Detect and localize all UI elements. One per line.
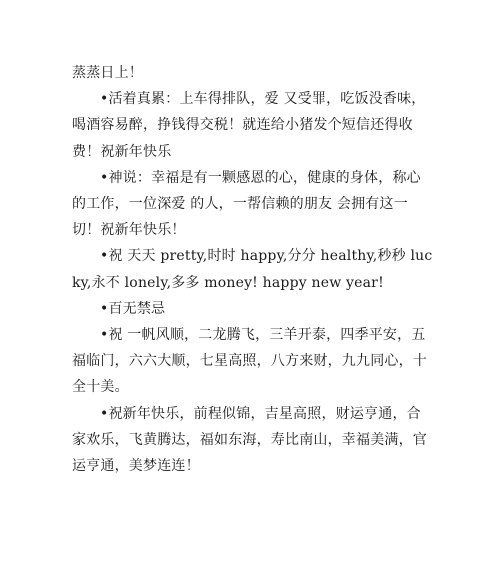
paragraph-tiring-life: •活着真累：上车得排队，爱 又受罪，吃饭没香味，喝酒容易醉，挣钱得交税！就连给小猪发个短信还得收费！祝新年快乐 <box>72 91 426 160</box>
paragraph-new-year-wishes: •祝新年快乐，前程似锦，吉星高照，财运亨通，合家欢乐，飞黄腾达，福如东海，寿比南山，幸福美满，官运亨通，美梦连连！ <box>72 405 427 475</box>
paragraph-continuation: 蒸蒸日上！ <box>72 65 143 81</box>
paragraph-english-wishes: •祝 天天 pretty,时时 happy,分分 healthy,秒秒 lucky,永不 lonely,多多 money! happy new year! <box>72 248 433 291</box>
paragraph-god-says: •神说：幸福是有一颗感恩的心，健康的身体，称心的工作，一位深爱 的人，一帮信赖的朋友 会拥有这一切！祝新年快乐！ <box>72 169 421 239</box>
paragraph-no-taboos: •百无禁忌 <box>100 300 166 317</box>
document-body <box>72 60 434 479</box>
paragraph-number-wishes: •祝 一帆风顺，二龙腾飞，三羊开泰，四季平安，五福临门，六六大顺，七星高照，八方来财，九九同心，十全十美。 <box>72 327 427 396</box>
